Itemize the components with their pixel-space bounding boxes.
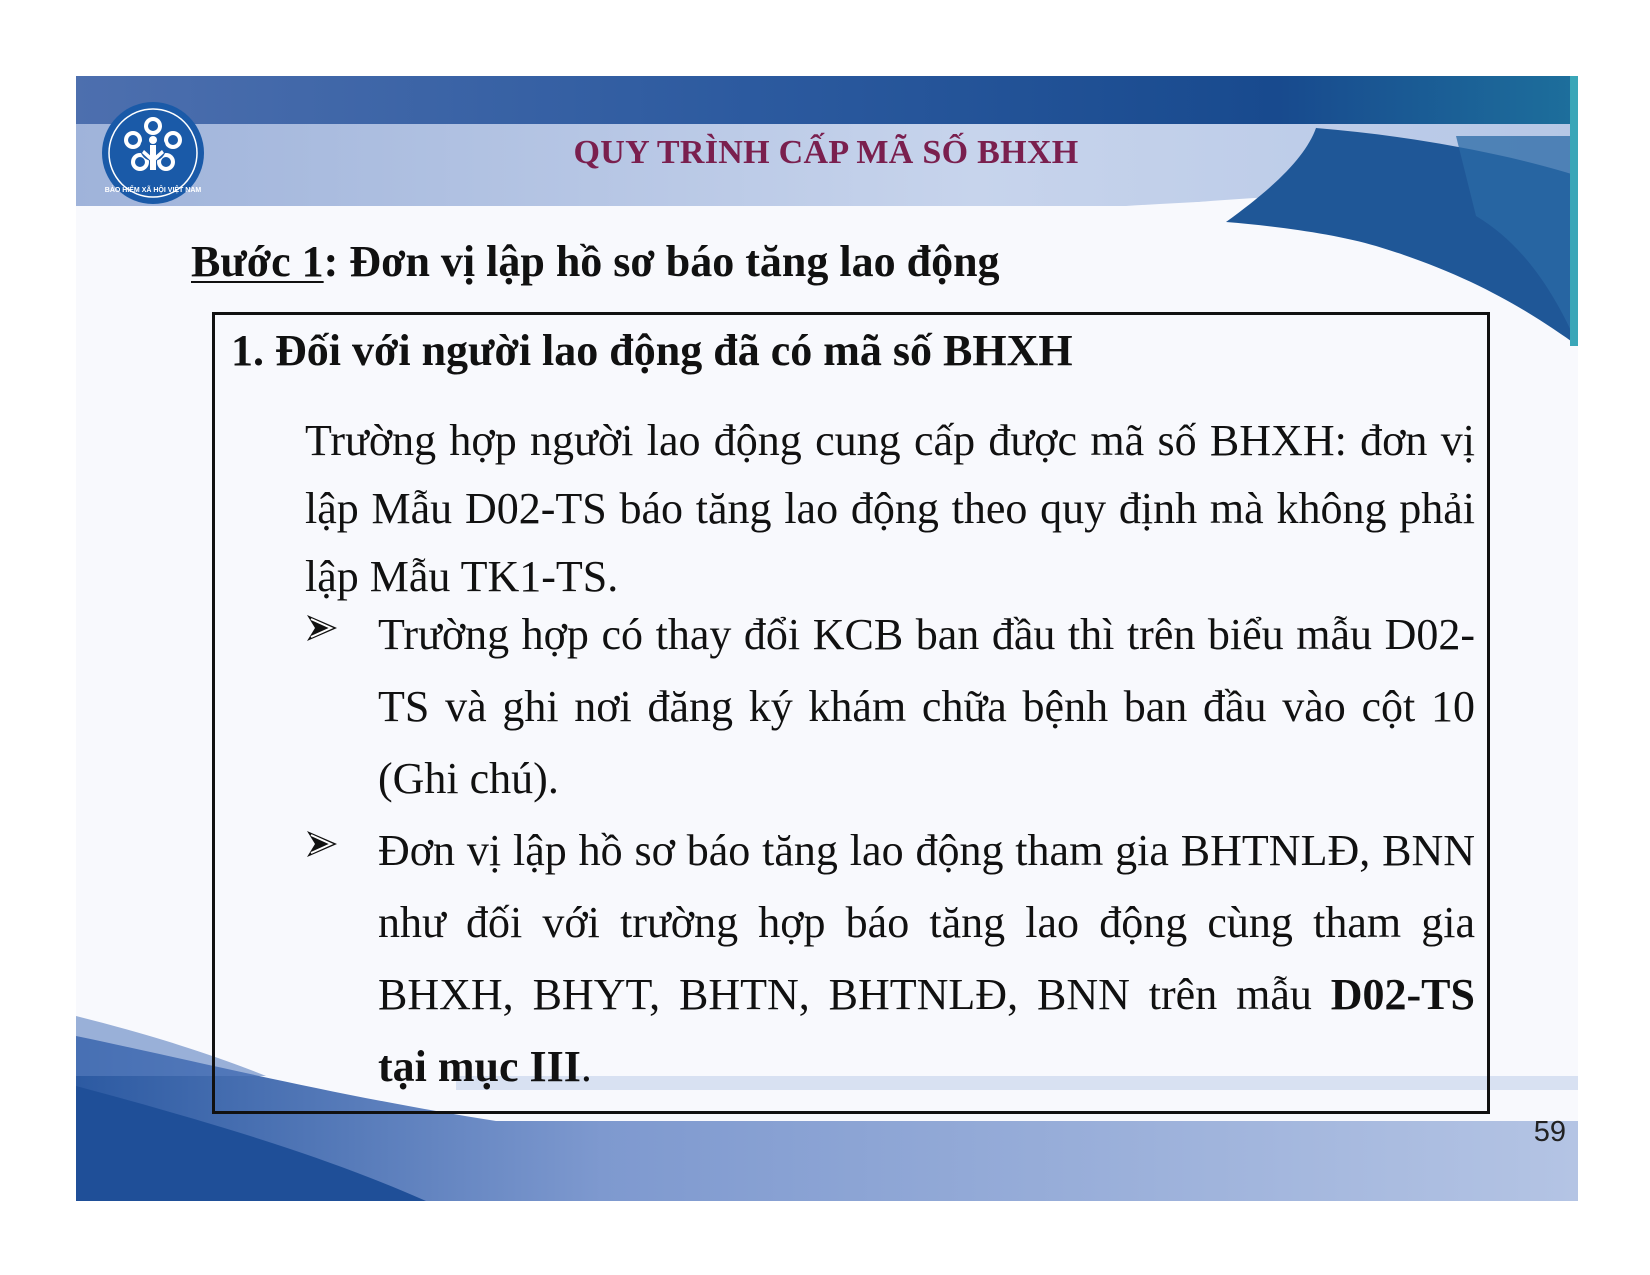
bullet-item: [305, 815, 1475, 1103]
step-heading: [191, 236, 1000, 287]
bullet-text-main: Đơn vị lập hồ sơ báo tăng lao động tham gia BHTNLĐ, BNN như đối với trường hợp báo tăng lao động cùng tham gia BHXH, BHYT, BHTN, BHTNLĐ, BNN trên mẫu: [378, 826, 1475, 1019]
bullet-text: Trường hợp có thay đổi KCB ban đầu thì trên biểu mẫu D02-TS và ghi nơi đăng ký khám chữa bệnh ban đầu vào cột 10 (Ghi chú).: [378, 610, 1475, 803]
slide-title: QUY TRÌNH CẤP MÃ SỐ BHXH: [573, 134, 1079, 171]
step-text: : Đơn vị lập hồ sơ báo tăng lao động: [323, 237, 1000, 286]
bullet-item: [305, 599, 1475, 815]
slide: [76, 76, 1578, 1201]
logo-caption: BẢO HIỂM XÃ HỘI VIỆT NAM: [104, 187, 202, 194]
content-box: [212, 312, 1490, 1114]
bullet-text-tail: .: [580, 1042, 592, 1091]
intro-paragraph: Trường hợp người lao động cung cấp được mã số BHXH: đơn vị lập Mẫu D02-TS báo tăng lao động theo quy định mà không phải lập Mẫu TK1-TS.: [305, 416, 1475, 601]
section-heading: 1. Đối với người lao động đã có mã số BHXH: [231, 326, 1073, 375]
bullet-text: [378, 815, 1475, 1103]
bullet-text-bold: D02-TS tại mục III: [378, 970, 1475, 1091]
step-label: Bước 1: [191, 237, 324, 286]
arrow-bullet-icon: [305, 611, 339, 645]
arrow-bullet-icon: [305, 827, 339, 861]
page-number: 59: [1533, 1116, 1566, 1148]
